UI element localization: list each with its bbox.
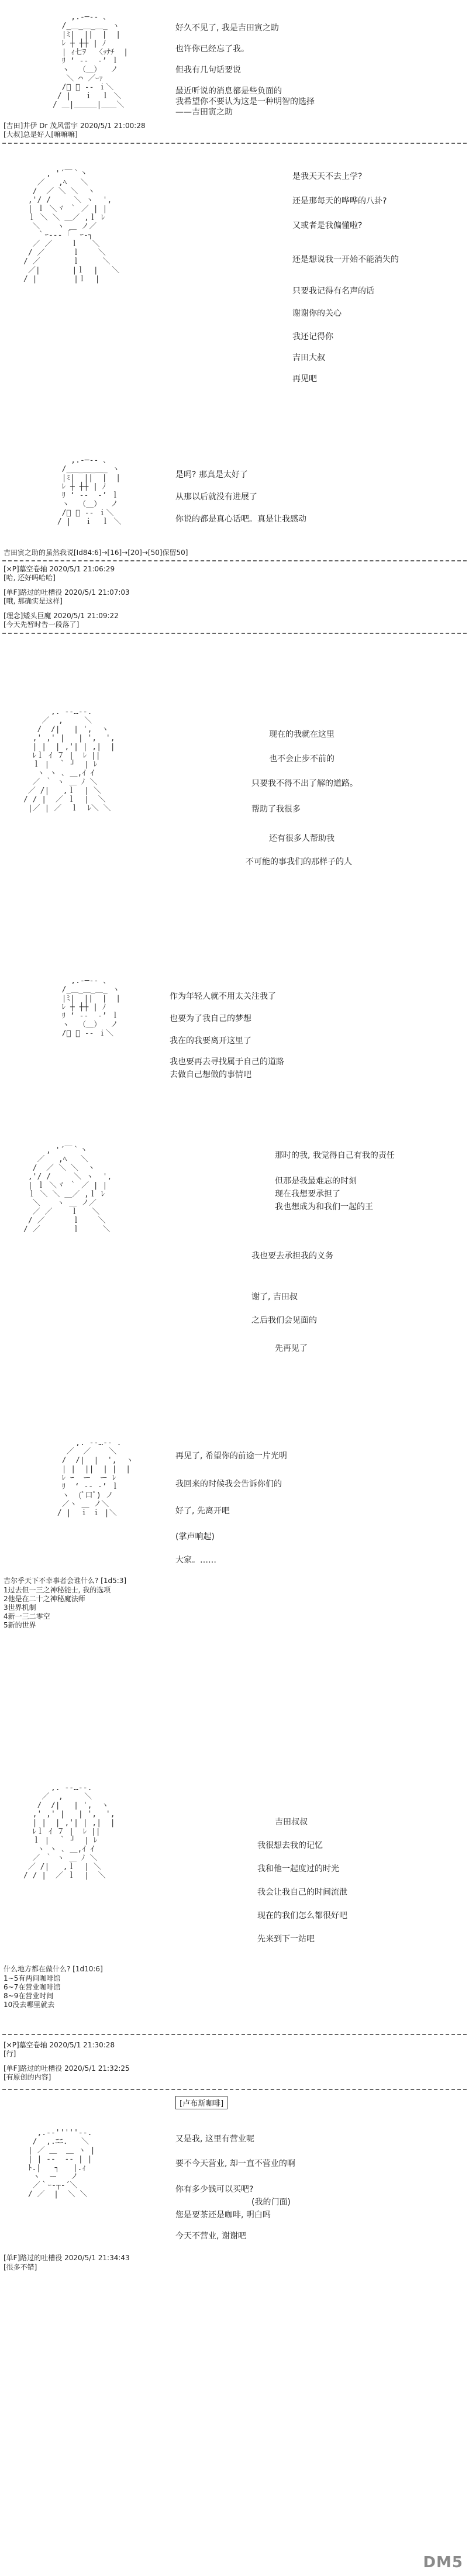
dialogue-line: 我也要去承担我的义务: [251, 1251, 333, 1261]
section-divider: [2, 143, 467, 144]
aa-art-surprised: ,. -‐…‐- . ／ ／ ＼ / /| | ', ヽ | | || | | | ﾚ ｰ ー ー ﾚ ﾘ ‘ ‐- ‐’ ｌ ヽ (ﾟ口ﾟ) ノ ／ヽ ＿ ノ＼ / | ｉ ｉ |＼: [57, 1439, 134, 1518]
panel-2: [0, 146, 469, 421]
dialogue-line: 我也想成为和我们一起的王: [275, 1202, 373, 1212]
post-meta: [今天先暂时告一段落了]: [4, 620, 80, 629]
dialogue-line: (掌声响起): [175, 1532, 215, 1542]
aa-art-old-man: ,.-─‐- 、 /_＿_＿_＿_ ヽ |ﾐ| || | | ﾚ ┼ ┼┼ | ﾉ ﾘ ‘ ‐- ‐’ ｌ ヽ （＿） ノ /ﾞ ｰ -‐ ｉ＼: [61, 977, 121, 1038]
dialogue-line: 作为年轻人就不用太关注我了: [170, 992, 276, 1001]
post-meta: [很多不错]: [4, 2263, 37, 2271]
post-meta: 6~7在营业咖啡馆: [4, 1983, 61, 1991]
post-meta: 3世界机制: [4, 1603, 36, 1612]
post-meta: [吉田]井伊 Dr 茂风雷宇 2020/5/1 21:00:28: [4, 122, 146, 130]
site-watermark-logo: DM5: [423, 2554, 463, 2571]
dialogue-line: ——吉田寅之助: [175, 108, 233, 117]
section-divider: [2, 2034, 467, 2035]
post-meta: [单F]路过的吐槽役 2020/5/1 21:07:03: [4, 588, 130, 596]
dialogue-line: 之后我们会见面的: [251, 1316, 317, 1325]
dialogue-line: 谢谢你的关心: [292, 309, 342, 318]
dialogue-line: 我希望你不要认为这是一种明智的选择: [175, 97, 315, 106]
post-meta: 1~5有两间咖啡馆: [4, 1974, 61, 1982]
post-meta: 吉尔乎天下不幸事者会谁什么? [1d5:3]: [4, 1577, 127, 1585]
aa-art-old-man: ,.-─‐- 、 /_＿_＿_＿_ ヽ |ﾐ| || | | ﾚ ┼ ┼┼ | ﾉ | ｨ七ｦ 〈ｯﾅﾁ | ﾘ ‘ ‐- ‐’ ｌ ヽ （＿） ノ ＼ ⌒ ／ｰｧ /ﾞ ｰ -‐ ｉ＼ / | ｉ ｌ ＼ / ＿|＿＿＿|＿＿＼: [53, 13, 128, 109]
dialogue-line: 我也要再去寻找属于自己的道路: [170, 1057, 284, 1067]
panel-10: [0, 2039, 469, 2085]
dialogue-line: 现在的我就在这里: [269, 730, 334, 739]
dialogue-line: 要不今天营业, 却一直不营业的啊: [175, 2159, 295, 2168]
dialogue-line: 最近听说的消息都是些负面的: [175, 87, 282, 96]
dialogue-line: 好久不见了, 我是吉田寅之助: [175, 23, 279, 33]
panel-8: [0, 1415, 469, 1696]
dialogue-line: 你说的都是真心话吧。真是让我感动: [175, 515, 306, 524]
dialogue-line: 我在的我要离开这里了: [170, 1036, 251, 1046]
dialogue-line: 但我有几句话要说: [175, 65, 241, 75]
post-meta: [大叔]总是好人[嘛嘛嘛]: [4, 130, 78, 139]
dialogue-line: 好了, 先离开吧: [175, 1506, 230, 1516]
dialogue-line: 今天不营业, 谢谢吧: [175, 2232, 246, 2241]
dialogue-line: 现在我想要承担了: [275, 1189, 340, 1199]
post-meta: [行]: [4, 2050, 16, 2058]
dialogue-line: 那时的我, 我觉得自己有我的责任: [275, 1151, 395, 1160]
dialogue-line: 又或者是我偏懂啦?: [292, 221, 363, 230]
panel-11: [0, 2094, 469, 2573]
dialogue-line: 只要我记得有名声的话: [292, 287, 374, 296]
post-meta: [哦, 那确实是这样]: [4, 597, 63, 605]
dialogue-line: 又是我, 这里有营业呢: [175, 2134, 254, 2144]
post-meta: [单F]路过的吐槽役 2020/5/1 21:32:25: [4, 2064, 130, 2072]
dialogue-line: 不可能的事我们的那样子的人: [246, 857, 352, 867]
section-divider: [2, 2089, 467, 2090]
post-meta: 1过去但一三之神秘能士, 我的选项: [4, 1586, 111, 1594]
panel-9: [0, 1713, 469, 2018]
dialogue-line: 去做自己想做的事情吧: [170, 1070, 251, 1080]
post-meta: 8~9在营业时间: [4, 1992, 54, 2000]
post-meta: [理念]矮头巨魔 2020/5/1 21:09:22: [4, 612, 119, 620]
dialogue-line: 是吗? 那真是太好了: [175, 470, 248, 480]
post-meta: [×P]墓空卷轴 2020/5/1 21:06:29: [4, 565, 115, 573]
dialogue-line: 只要我不得不出了解的道路。: [251, 779, 358, 788]
post-meta: 2他是在二十之神秘魔法师: [4, 1595, 85, 1603]
dialogue-line: 再见吧: [292, 374, 317, 384]
dialogue-line: 先来到下一站吧: [257, 1934, 315, 1944]
panel-3: [0, 444, 469, 561]
aa-art-old-man: ,.-─‐- 、 /_＿_＿_＿_ ヽ |ﾐ| || | | ﾚ ┼ ┼┼ | ﾉ ﾘ ‘ ‐- ‐’ ｌ ヽ （＿） ノ /ﾞ ｰ -‐ ｉ＼ / | ｉ ｌ ＼: [57, 456, 122, 526]
dialogue-line: 我和他一起度过的时光: [257, 1864, 339, 1874]
post-meta: 10没去哪里就去: [4, 2001, 55, 2009]
section-divider: [2, 633, 467, 634]
aa-art-figure: , '´￣｀丶 ／ ,ﾍ ＼ / ／ ＼ ＼ ヽ ,'/ / ＼ ヽ ', | ｌ ＼ヾ ｀ ／ | | ｌ ＼ ＼ ＿／ ,ｌ ﾚ ＼ ヽ ＿ ノ／ ／ ／ ｌ ＼ / ／ ｌ ＼ / ／ ｌ ＼: [23, 1146, 112, 1234]
dialogue-line: 帮助了我很多: [251, 805, 301, 814]
dialogue-line: 大家。……: [175, 1556, 216, 1565]
aa-art-figure: ,. -‐…‐-. ／ , ＼ / /| | ', ヽ ,' ,' | | ', ', | | | ,'| | ,| | ﾚｌ ｲ ７ | ﾚ || ｌ | ｀ ┘ | ﾚ ヽ ヽ ､ ＿,ｲ ｲ ／ ｀ ヽ ＿ ﾉ ＼ ／ /| ,ｌ | ＼ / / | ／ ｌ | ＼: [23, 1784, 115, 1880]
dialogue-line: 您是要茶还是咖啡, 明白吗: [175, 2211, 271, 2220]
dialogue-line: 也不会止步不前的: [269, 754, 334, 764]
dialogue-line: 你有多少钱可以买吧?: [175, 2185, 254, 2194]
dialogue-line: 我回来的时候我会告诉你们的: [175, 1480, 282, 1489]
dialogue-line: 我还记得你: [292, 332, 333, 342]
dialogue-line: 但那是我最难忘的时刻: [275, 1177, 357, 1186]
post-meta: 吉田寅之助的虽然我说[Id84:6]→[16]→[20]→[50]保留50]: [4, 549, 188, 557]
aa-art-figure: ,. -‐…‐-. ／ , ＼ / /| | ', ヽ ,' ,' | | ', ', | | | ,'| | ,| | ﾚｌ ｲ ７ | ﾚ || ｌ | ｀ ┘ | ﾚ ヽ ヽ ､ ＿,ｲ ｲ ／ ｀ ヽ ＿ ﾉ ＼ ／ /| ,ｌ | ＼ / / | ／ ｌ | ＼ |／ | ／ ｌ ﾚ＼ ＼: [23, 708, 115, 813]
panel-4: [0, 563, 469, 627]
dialogue-line: 也要为了我自己的梦想: [170, 1014, 251, 1023]
dialogue-line: 从那以后就没有进展了: [175, 492, 257, 502]
post-meta: 什么地方都在做什么? [1d10:6]: [4, 1965, 103, 1973]
dialogue-line: 还有很多人帮助我: [269, 834, 334, 843]
location-label: [卢布斯咖啡]: [175, 2096, 227, 2109]
post-meta: [×P]墓空卷轴 2020/5/1 21:30:28: [4, 2041, 115, 2049]
dialogue-line: 还是想说我一开始不能消失的: [292, 255, 399, 264]
panel-7: [0, 1123, 469, 1403]
panel-1: [0, 0, 469, 140]
post-meta: 4新一三二零空: [4, 1612, 50, 1620]
post-meta: [哈, 还好吗哈哈]: [4, 574, 56, 582]
dialogue-line: 也许你已经忘了我。: [175, 44, 249, 54]
dialogue-line: 吉田大叔: [292, 353, 325, 363]
dialogue-line: 谢了, 吉田叔: [251, 1292, 298, 1302]
post-meta: [单F]路过的吐槽役 2020/5/1 21:34:43: [4, 2254, 130, 2262]
dialogue-line: 是我天天不去上学?: [292, 172, 363, 181]
post-meta: 5新的世界: [4, 1621, 36, 1629]
dialogue-line: 再见了, 希望你的前途一片光明: [175, 1451, 287, 1461]
panel-6: [0, 959, 469, 1134]
dialogue-line: 还是那每天的哗哗的八卦?: [292, 196, 387, 206]
panel-5: [0, 637, 469, 942]
dialogue-line: 我很想去我的记忆: [257, 1841, 323, 1850]
dialogue-line: 现在的我们怎么都很好吧: [257, 1911, 347, 1920]
aa-art-figure: , '´￣｀丶 ／ ,ﾍ ＼ / ／ ＼ ＼ ヽ ,'/ / ＼ ヽ ', | ｌ ＼ヾ ｀ ／ | | ｌ ＼ ＼ ＿／ ,ｌ ﾚ ＼ ヽ ＿ ノ／ ｀ｰ--‐ ｢ ｰ‐┐ ／ ／ ｌ ＼ / ／ ｌ ＼ / ／ ｌ ＼ ／| |ｌ | ＼ / | |ｌ |: [23, 170, 120, 284]
dialogue-line: 先再见了: [275, 1344, 308, 1353]
section-divider: [2, 560, 467, 561]
post-meta: [有原创的内容]: [4, 2073, 51, 2081]
aa-art-shopkeeper: ,.-‐'''''‐-. / ,.ﾆﾆ. ＼ | ／ ＿ ＿ ヽ | | | ‐- -‐ | | ﾄ.| ┐ |.ｨ ヽ ー ノ ／｀ｰ‐┬‐´＼ / ／ | ＼ ＼: [27, 2129, 95, 2199]
dialogue-line: (我的门面): [251, 2198, 291, 2207]
dialogue-line: 我会让我自己的时间流泄: [257, 1888, 347, 1897]
dialogue-line: 吉田叔叔: [275, 1818, 308, 1827]
